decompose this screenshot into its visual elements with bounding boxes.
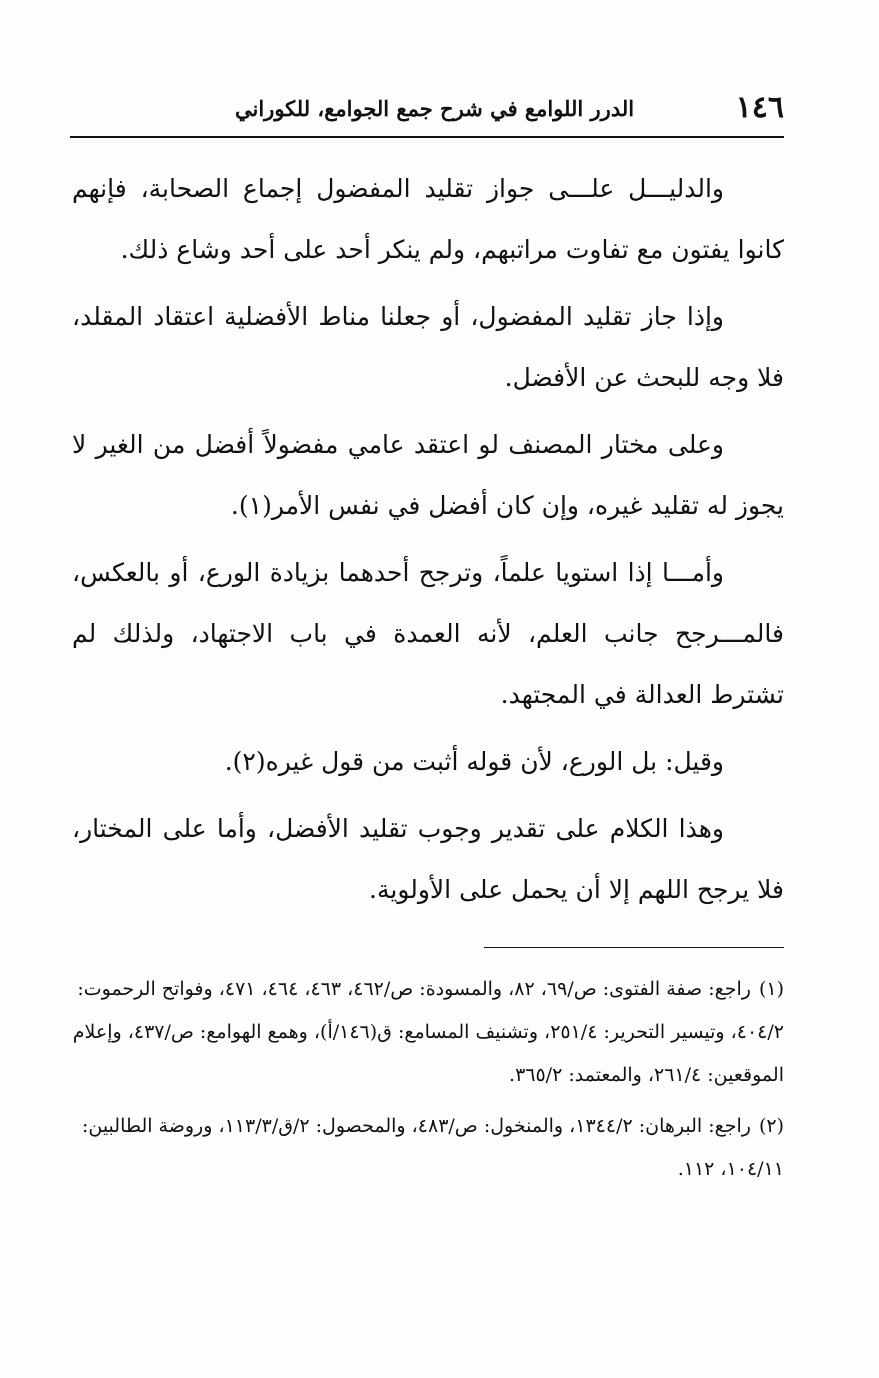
footnote-marker: (١) [758, 978, 784, 1000]
footnote [72, 968, 784, 1097]
footnote-text: راجع: البرهان: ١٣٤٤/٢، والمنخول: ص/٤٨٣، والمحصول: ٢/ق/١١٣/٣، وروضة الطالبين: ١٠٤/١١، ١١٢. [81, 1115, 784, 1180]
page-number: ١٤٦ [735, 90, 784, 125]
footnotes [72, 968, 784, 1199]
paragraph: وإذا جاز تقليد المفضول، أو جعلنا مناط الأفضلية اعتقاد المقلد، فلا وجه للبحث عن الأفضل. [72, 302, 784, 392]
paragraph: وأمـــا إذا استويا علماً، وترجح أحدهما بزيادة الورع، أو بالعكس، فالمـــرجح جانب العلم، لأنه العمدة في باب الاجتهاد، ولذلك لم تشترط العدالة في المجتهد. [72, 558, 784, 709]
paragraph: وقيل: بل الورع، لأن قوله أثبت من قول غيره(٢). [224, 747, 724, 776]
footnote-marker: (٢) [758, 1115, 784, 1137]
footnote-rule [484, 947, 784, 948]
running-title: الدرر اللوامع في شرح جمع الجوامع، للكوراني [235, 96, 635, 121]
paragraph: والدليـــل علـــى جواز تقليد المفضول إجماع الصحابة، فإنهم كانوا يفتون مع تفاوت مراتبهم، ولم ينكر أحد على أحد وشاع ذلك. [72, 174, 784, 264]
page-header [70, 90, 784, 132]
footnote-text: راجع: صفة الفتوى: ص/٦٩، ٨٢، والمسودة: ص/٤٦٢، ٤٦٣، ٤٦٤، ٤٧١، وفواتح الرحموت: ٤٠٤/٢، وتيسير التحرير: ٢٥١/٤، وتشنيف المسامع: ق(١٤٦/أ)، وهمع الهوامع: ص/٤٣٧، وإعلام الموقعين: ٢٦١/٤، والمعتمد: ٣٦٥/٢. [72, 978, 784, 1086]
paragraph: وعلى مختار المصنف لو اعتقد عامي مفضولاً أفضل من الغير لا يجوز له تقليد غيره، وإن كان أفضل في نفس الأمر(١). [72, 430, 784, 520]
header-rule [70, 136, 784, 138]
footnote [72, 1105, 784, 1191]
main-text [72, 158, 784, 926]
paragraph: وهذا الكلام على تقدير وجوب تقليد الأفضل، وأما على المختار، فلا يرجح اللهم إلا أن يحمل على الأولوية. [72, 814, 784, 904]
